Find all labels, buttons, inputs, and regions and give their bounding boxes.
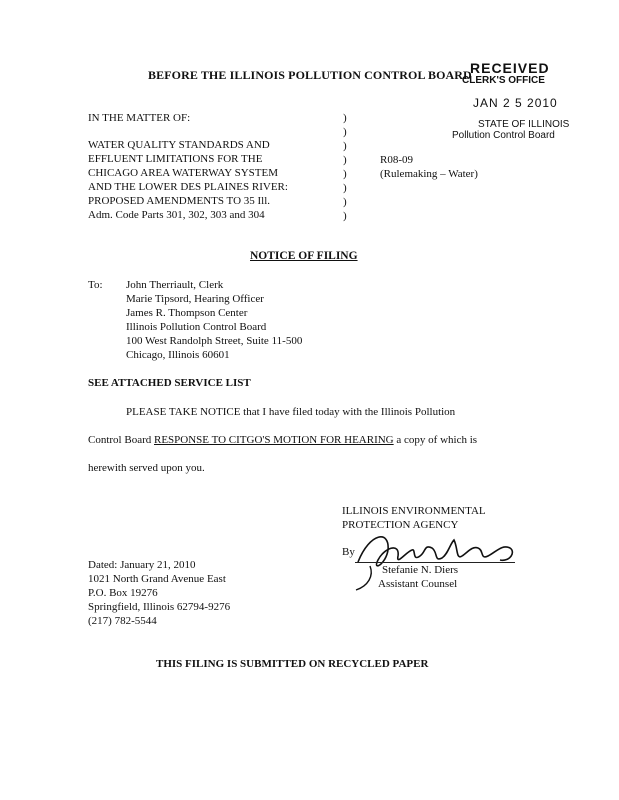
caption-line-2: EFFLUENT LIMITATIONS FOR THE (88, 153, 263, 165)
matter-of-label: IN THE MATTER OF: (88, 112, 191, 124)
stamp-received: RECEIVED (470, 60, 550, 76)
address-line: P.O. Box 19276 (88, 587, 158, 599)
caption-line-3: CHICAGO AREA WATERWAY SYSTEM (88, 167, 278, 179)
body-line-2-suffix: a copy of which is (393, 434, 478, 446)
caption-line-4: AND THE LOWER DES PLAINES RIVER: (88, 181, 288, 193)
paren: ) (343, 196, 347, 208)
recipient-line: 100 West Randolph Street, Suite 11-500 (126, 335, 303, 347)
address-line: (217) 782-5544 (88, 615, 157, 627)
caption-line-5: PROPOSED AMENDMENTS TO 35 Ill. (88, 195, 271, 207)
board-title: BEFORE THE ILLINOIS POLLUTION CONTROL BOARD (148, 68, 472, 82)
case-number: R08-09 (380, 154, 413, 166)
body-line-3: herewith served upon you. (88, 462, 205, 474)
recipient-line: John Therriault, Clerk (126, 279, 224, 291)
paren: ) (343, 182, 347, 194)
agency-line-2: PROTECTION AGENCY (342, 519, 459, 531)
paren: ) (343, 112, 347, 124)
stamp-state: STATE OF ILLINOIS (478, 119, 570, 130)
notice-heading: NOTICE OF FILING (250, 250, 358, 262)
caption-line-1: WATER QUALITY STANDARDS AND (88, 139, 270, 151)
body-line-1: PLEASE TAKE NOTICE that I have filed today with the Illinois Pollution (126, 406, 456, 418)
document-title: RESPONSE TO CITGO'S MOTION FOR HEARING (154, 434, 394, 446)
service-list-heading: SEE ATTACHED SERVICE LIST (88, 377, 251, 389)
signer-name: Stefanie N. Diers (382, 564, 459, 576)
paren: ) (343, 126, 347, 138)
by-label: By (342, 546, 355, 558)
address-line: Springfield, Illinois 62794-9276 (88, 601, 231, 613)
paren: ) (343, 140, 347, 152)
paren: ) (343, 210, 347, 222)
case-type: (Rulemaking – Water) (380, 168, 478, 180)
recipient-line: Illinois Pollution Control Board (126, 321, 267, 333)
paren: ) (343, 168, 347, 180)
body-line-2 (88, 434, 477, 446)
agency-line-1: ILLINOIS ENVIRONMENTAL (342, 505, 486, 517)
stamp-date: JAN 2 5 2010 (473, 96, 558, 110)
signer-title: Assistant Counsel (378, 578, 458, 590)
recipient-line: Marie Tipsord, Hearing Officer (126, 293, 264, 305)
stamp-office: CLERK'S OFFICE (462, 75, 545, 86)
signature-underline (355, 562, 515, 563)
caption-line-6: Adm. Code Parts 301, 302, 303 and 304 (88, 209, 265, 221)
stamp-board: Pollution Control Board (452, 130, 555, 141)
to-label: To: (88, 279, 103, 291)
address-line: 1021 North Grand Avenue East (88, 573, 226, 585)
recipient-line: James R. Thompson Center (126, 307, 248, 319)
dated-line: Dated: January 21, 2010 (88, 559, 196, 571)
paren: ) (343, 154, 347, 166)
recycled-paper-note: THIS FILING IS SUBMITTED ON RECYCLED PAPER (156, 658, 429, 670)
recipient-line: Chicago, Illinois 60601 (126, 349, 230, 361)
body-line-2-prefix: Control Board (88, 434, 154, 446)
